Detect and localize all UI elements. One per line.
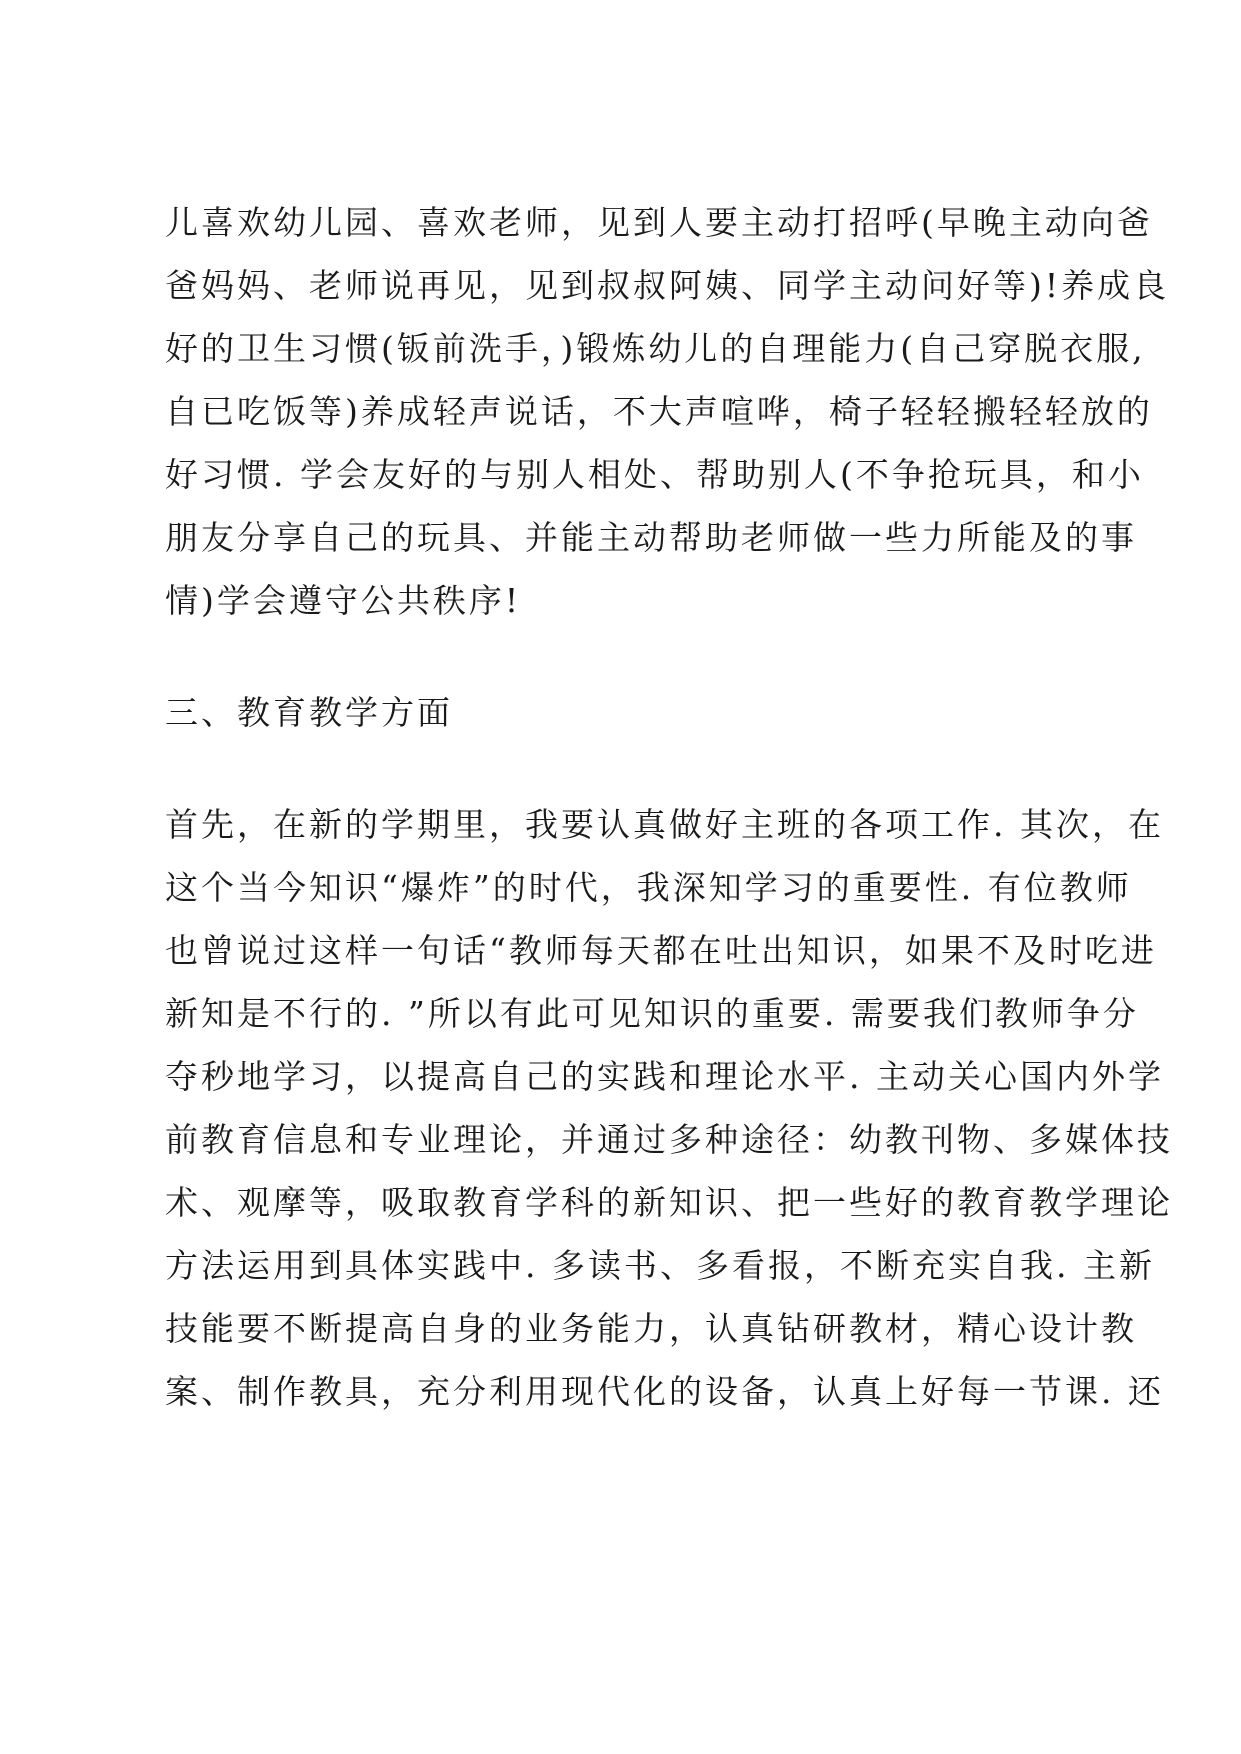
paragraph-1-line-2: 爸妈妈、老师说再见，见到叔叔阿姨、同学主动问好等)!养成良	[165, 266, 1170, 305]
paragraph-1-line-1: 儿喜欢幼儿园、喜欢老师，见到人要主动打招呼(早晚主动向爸	[165, 203, 1153, 242]
paragraph-2-line-1: 首先，在新的学期里，我要认真做好主班的各项工作. 其次，在	[165, 805, 1164, 844]
paragraph-2-line-8: 方法运用到具体实践中. 多读书、多看报，不断充实自我. 主新	[165, 1246, 1155, 1285]
paragraph-2-line-4: 新知是不行的. ”所以有此可见知识的重要. 需要我们教师争分	[165, 994, 1139, 1033]
paragraph-2-line-10: 案、制作教具，充分利用现代化的设备，认真上好每一节课. 还	[165, 1372, 1164, 1411]
paragraph-1-line-4: 自已吃饭等)养成轻声说话，不大声喧哗，椅子轻轻搬轻轻放的	[165, 392, 1153, 431]
paragraph-1-line-3: 好的卫生习惯(钣前洗手，)锻炼幼儿的自理能力(自己穿脱衣服,	[165, 329, 1146, 368]
paragraph-2-line-3: 也曾说过这样一句话“教师每天都在吐出知识，如果不及时吃进	[165, 931, 1157, 970]
paragraph-2-line-5: 夺秒地学习，以提高自己的实践和理论水平. 主动关心国内外学	[165, 1057, 1164, 1096]
paragraph-1-line-7: 情)学会遵守公共秩序!	[165, 581, 522, 620]
paragraph-1-line-5: 好习惯. 学会友好的与别人相处、帮助别人(不争抢玩具，和小	[165, 455, 1144, 494]
section-heading: 三、教育教学方面	[165, 693, 453, 732]
paragraph-2-line-2: 这个当今知识“爆炸”的时代，我深知学习的重要性. 有位教师	[165, 868, 1132, 907]
paragraph-1-line-6: 朋友分享自己的玩具、并能主动帮助老师做一些力所能及的事	[165, 518, 1137, 557]
paragraph-2-line-7: 术、观摩等，吸取教育学科的新知识、把一些好的教育教学理论	[165, 1183, 1173, 1222]
paragraph-2-line-6: 前教育信息和专业理论，并通过多种途径：幼教刊物、多媒体技	[165, 1120, 1173, 1159]
paragraph-2-line-9: 技能要不断提高自身的业务能力，认真钻研教材，精心设计教	[165, 1309, 1137, 1348]
